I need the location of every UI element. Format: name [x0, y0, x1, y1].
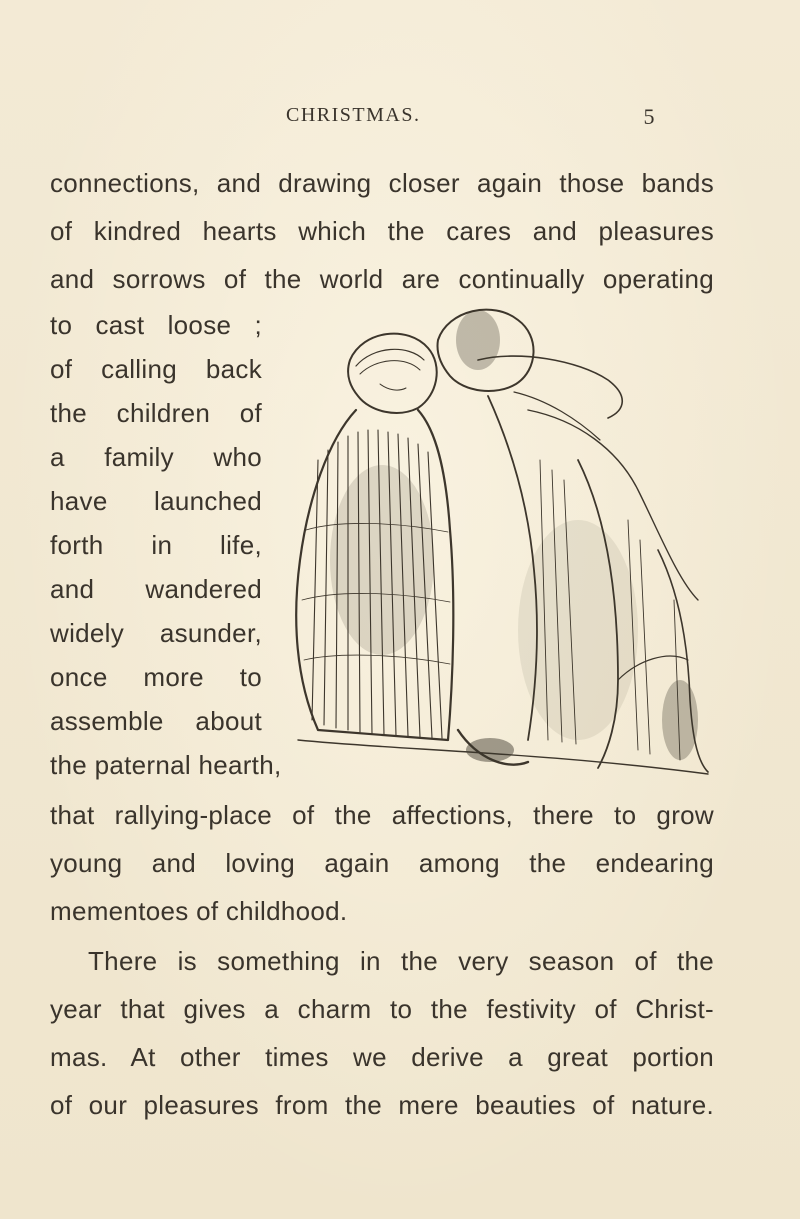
text-line: mementoes of childhood.: [50, 896, 348, 926]
text-line: and sorrows of the world are continually operating: [50, 264, 714, 294]
text-line: There is something in the very season of the: [88, 946, 714, 976]
text-line: a family who: [50, 442, 262, 472]
text-line: have launched: [50, 486, 262, 516]
text-line: of kindred hearts which the cares and pleasures: [50, 216, 714, 246]
text-line: widely asunder,: [50, 618, 262, 648]
text-line: the children of: [50, 398, 262, 428]
running-head: CHRISTMAS.: [286, 104, 421, 126]
text-line: assemble about: [50, 706, 262, 736]
page-header: [286, 104, 656, 138]
text-line: of calling back: [50, 354, 262, 384]
text-line: forth in life,: [50, 530, 262, 560]
text-line: to cast loose ;: [50, 310, 262, 340]
page-number: 5: [643, 104, 656, 129]
text-line: the paternal hearth,: [50, 750, 282, 780]
text-line: year that gives a charm to the festivity of Christ-: [50, 994, 714, 1024]
text-line: once more to: [50, 662, 262, 692]
text-line: that rallying-place of the affections, there to grow: [50, 800, 714, 830]
engraving-illustration: [278, 300, 720, 778]
text-line: mas. At other times we derive a great portion: [50, 1042, 714, 1072]
text-line: connections, and drawing closer again those bands: [50, 168, 714, 198]
text-line: and wandered: [50, 574, 262, 604]
text-line: of our pleasures from the mere beauties of nature.: [50, 1090, 714, 1120]
text-line: young and loving again among the endearing: [50, 848, 714, 878]
